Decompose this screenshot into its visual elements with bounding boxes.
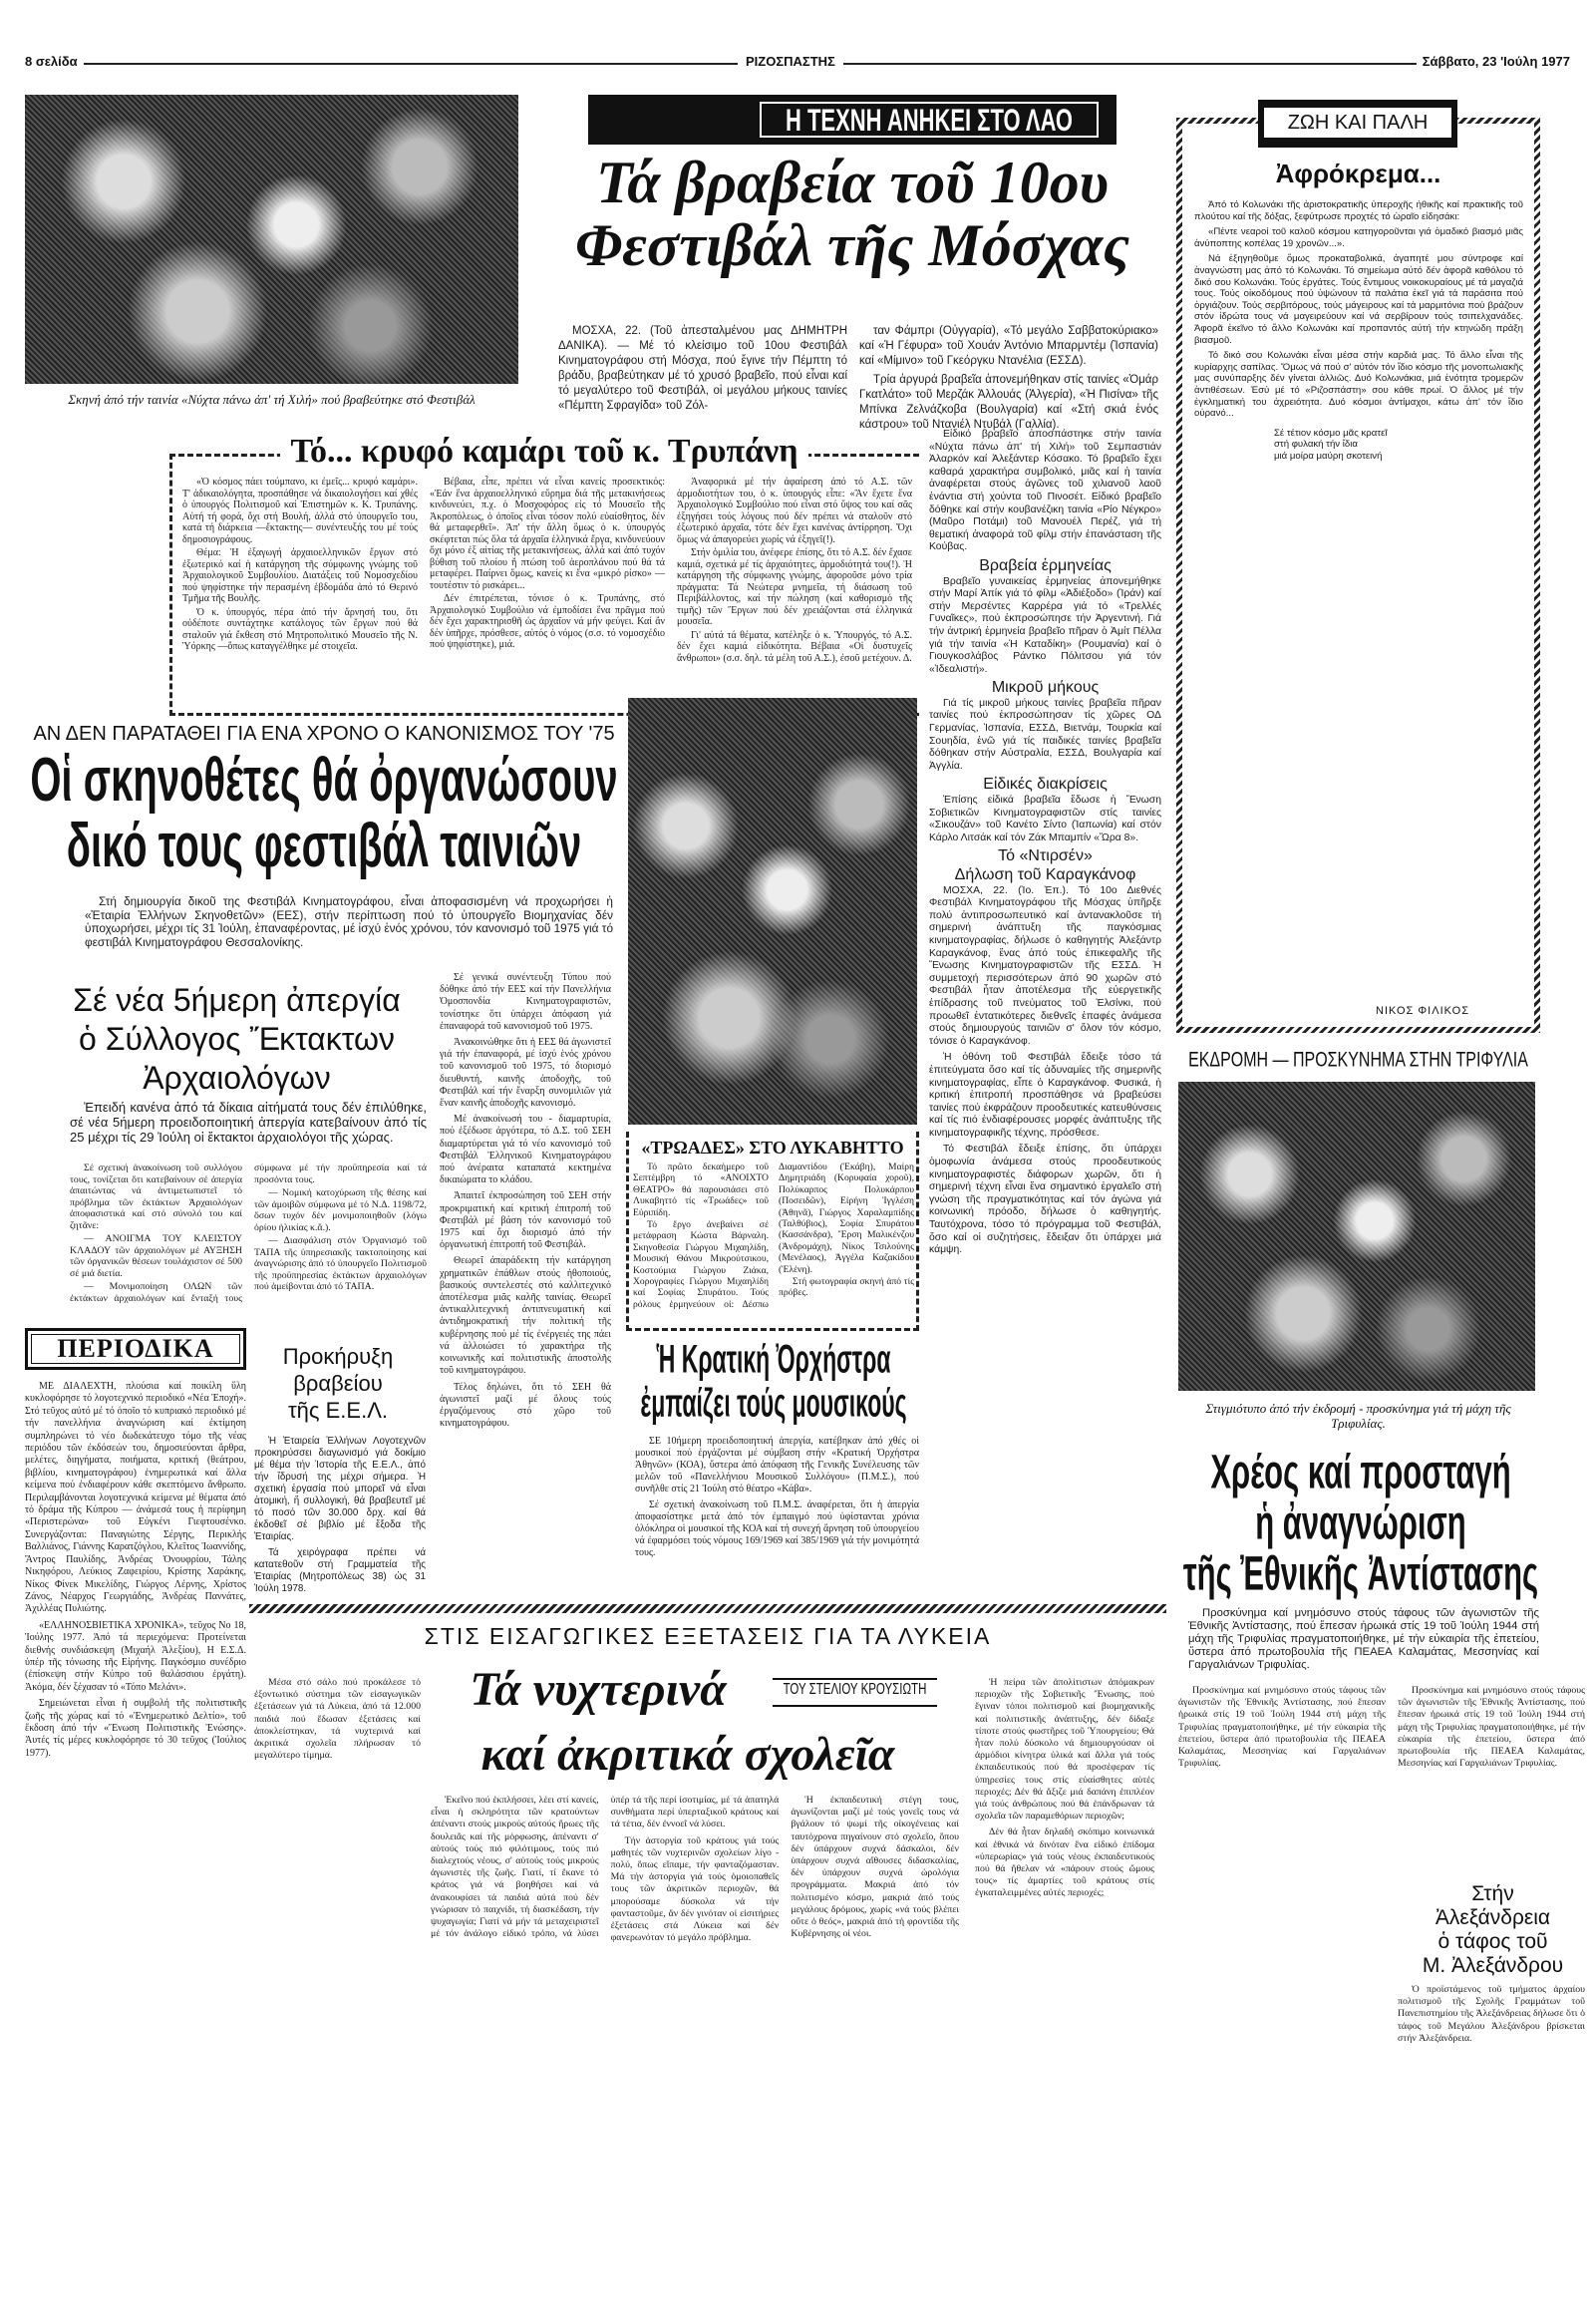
schools-body: Ἐκεῖνο πού ἐκπλήσσει, λέει στί κανείς, εἶναι ἡ σκληρότητα τῶν κρατούντων ἀπέναντι στούς μικρούς αὐτούς ἥρωες τῆς δουλειᾶς καί τῆς μόρφωσης, ἀπέναντι σ' αὐτούς τούς πιό φιλότιμους, τούς πιό διαλεχτούς νέους, σ' αὐτούς τούς μικρούς ἀγωνιστές τῆς ζωῆς. Γιατί, τί ἔκανε τό κράτος γιά νά βοηθήσει καί νά ἀνακουφίσει τά παιδιά αὐτά πού δέν γνώρισαν τό παιχνίδι, τή διασκέδαση, τήν ψυχαγωγία; Γιατί νά μήν τά μεταχειριστεῖ μέ τόν ἀνάλογο εἰδικό τρόπο, νά λύσει ὑπέρ τά τῆς περί ἰσοτιμίας, μέ τά ἀπατηλά συνθήματα περί ὑπερταξικοῦ κράτους καί τά τέτια, δέν ἐννοεῖ νά λύσει. Τήν ἀστοργία τοῦ κράτους γιά τούς μαθητές τῶν νυχτερινῶν σχολείων λίγο - πολύ, ὅπως εἴπαμε, τήν φανταζόμασταν. Μά τήν ἀστοργία γιά τούς ὁμοιοπαθεῖς τους τῶν ἀκριτικῶν περιοχῶν, θά μπορούσαμε δύσκολα νά τήν φανταστοῦμε, ἄν δέν γινόταν οἱ εἰσιτήριες ἐξετάσεις στά Λύκεια καί δέν φανερωνόταν τό μεγάλο πρόβλημα. Ἡ ἐκπαιδευτική στέγη τους, ἀγωνίζονται μαζί μέ τούς γονεῖς τους νά βγάλουν τό ψωμί τῆς οἰκογένειας καί ταυτόχρονα πηγαίνουν στό σχολεῖο, ὅπου δέν ὑπάρχουν συχνά δάσκαλοι, δέν ὑπάρχουν συχνά αἴθουσες διδασκαλίας, δέν ὑπάρχουν συχνά ὡρολόγια προγράμματα. Μακριά ἀπό τόν πολιτισμένο κόσμο, μακριά ἀπό τούς μεγάλους δρόμους, χωρίς «νά τούς βλέπει οὔτε ὁ θεός», μακριά ἀπό τή φροντίδα τῆς Κυβέρνησης οἱ νέοι. [431, 1795, 959, 1944]
headline: Προκήρυξη βραβείου τῆς Ε.Ε.Λ. [282, 1344, 394, 1423]
section-banner [588, 95, 1116, 145]
trifylia-body: Προσκύνημα καί μνημόσυνο στούς τάφους τῶν ἀγωνιστῶν τῆς Ἐθνικῆς Ἀντίστασης, πού ἔπεσαν ἡρωικά στίς 19 τοῦ Ἰούλη 1944 στή μάχη τῆς Τριφυλίας πραγματοποιήθηκε, μέ τήν εὐκαιρία τῆς ἐπετείου, ὕστερα ἀπό πρωτοβουλία τῆς ΠΕΑΕΑ Καλαμάτας, Μεσσηνίας καί Γαργαλιάνων Τριφυλίας. [1178, 1685, 1386, 1770]
section-divider [249, 1604, 1166, 1613]
strike-body: Σέ σχετική ἀνακοίνωση τοῦ συλλόγου τους, τονίζεται ὅτι κατεβαίνουν σέ ἀπεργία ἀπαιτώντας νά ἀντιμετωπιστεῖ τό πρόβλημα τῶν ἐκτάκτων Ἀρχαιολόγων ἀποφασιστικά καί στό σύνολό του καί ζητᾶνε: — ΑΝΟΙΓΜΑ ΤΟΥ ΚΛΕΙΣΤΟΥ ΚΛΑΔΟΥ τῶν ἀρχαιολόγων μέ ΑΥΞΗΣΗ τῶν ὀργανικῶν θέσεων τουλάχιστον σέ 500 σέ μιά διετία. — Μονιμοποίηση ΟΛΩΝ τῶν ἐκτάκτων ἀρχαιολόγων καί ἔνταξή τους σύμφωνα μέ τήν προϋπηρεσία καί τά προσόντα τους. — Νομική κατοχύρωση τῆς θέσης καί τῶν ἀμοιβῶν σύμφωνα μέ τό Ν.Δ. 1198/72, ὅσων τυχόν δέν μονιμοποιηθοῦν (λόγω ὁρίου ἡλικίας κ.ἄ.). — Διασφάλιση στόν Ὀργανισμό τοῦ ΤΑΠΑ τῆς ὑπηρεσιακῆς τακτοποίησης καί ἀναγνώρισης ἀπό τό ὑπουργεῖο Πολιτισμοῦ τῆς προϋπηρεσίας ἐκτάκτων ἀρχαιολόγων πού ἀμείβονται ἀπό τό ΤΑΠΑ. [70, 1162, 427, 1304]
crowd-photo [1178, 1082, 1535, 1391]
trypanis-body: «Ὁ κόσμος πάει τούμπανο, κι ἐμεῖς... κρυφό καμάρι». Τ' ἀδικαιολόγητα, προσπάθησε νά δικαιολογήσει καί χθές ὁ ὑπουργός Πολιτισμοῦ καί Ἐπιστημῶν κ. Κ. Τρυπάνης. Αὐτή τή φορά, ὄχι στή Βουλή, ἀλλά στό ὑπουργεῖο του, κατά τή διάρκεια —ἔκτακτης— συνέντευξής του μέ τούς δημοσιογράφους. Θέμα: Ἡ ἐξαγωγή ἀρχαιοελληνικῶν ἔργων στό ἐξωτερικό καί ἡ κατάργηση τῆς σύμφωνης γνώμης τοῦ Ἀρχαιολογικοῦ Συμβουλίου. Διατάξεις τοῦ Νομοσχεδίου πού ψηφίστηκε τήν περασμένη ἑβδομάδα ἀπό τό Θερινό Τμῆμα τῆς Βουλῆς. Ὁ κ. ὑπουργός, πέρα ἀπό τήν ἄρνησή του, ὅτι οὐδέποτε συντάχτηκε κατάλογος τῶν ἔργων πού θά σταλοῦν γιά ἔκθεση στό Μητροπολιτικό Μουσεῖο τῆς Ν. Ὑόρκης —ὅπως καταγγέλθηκε μέ στοιχεῖα. Βέβαια, εἶπε, πρέπει νά εἶναι κανείς προσεκτικός: «Ἐάν ἕνα ἀρχαιοελληνικό εὕρημα διά τῆς μετακινήσεως κινδυνεύει, π.χ. ὁ Μοσχοφόρος εἰς τό Μουσεῖο τῆς Ἀκροπόλεως, ὁ ὁποῖος εἶναι τόσον πολύ εὐαίσθητος, δέν θά μεταφερθεῖ». Ἀπ' τήν ἄλλη ὅμως ὁ κ. ὑπουργός σκέφτεται πώς ὅλα τά ἀρχαῖα ἑλληνικά ἔργα, κινδυνεύουν ὄχι μόνο ἐξ αἰτίας τῆς μετακινήσεως, ἀλλά καί ἀπό τυχόν βύθιση τοῦ πλοίου ἤ πτώση τοῦ ἀεροπλάνου πού θά τά μεταφέρει. Παίρνει ὅμως, κανείς κι ἕνα «μικρό ρίσκο» — τουτέστιν τό ρισκάρει... Δέν ἐπιτρέπεται, τόνισε ὁ κ. Τρυπάνης, στό Ἀρχαιολογικό Συμβούλιο νά ἐμποδίσει ἕνα πρᾶγμα πού δέν ἔχει χαρακτηρισθῆ ὡς ἀρχαῖον νά μήν φεύγει. Καί ἄν δέν ὑπῆρχε, πρόσθεσε, αὐτός ὁ νόμος (σ.σ. τό νομοσχέδιο πού ψηφίστηκε), μιά. Ἀναφορικά μέ τήν ἀφαίρεση ἀπό τό Α.Σ. τῶν ἁρμοδιοτήτων του, ὁ κ. ὑπουργός εἶπε: «Ἄν ἔχετε ἕνα Ἀρχαιολογικό Συμβούλιο πού εἶναι στό ὕψος του καί σᾶς ἐξηγήσει τούς λόγους πού δέν πρέπει νά σταλοῦν στό ἐξωτερικό ἀρχαῖα, τότε δέν ἔχει κανένας ἀντίρρηση. Ὄχι ὅμως νά ἀπαγορεύει χωρίς νά ἐξηγεῖ(!). Στήν ὁμιλία του, ἀνέφερε ἐπίσης, ὅτι τό Α.Σ. δέν ἔχασε καμιά, σχετικά μέ τίς ἀρχαιότητες, ἁρμοδιότητά του(!). Ἡ κατάργηση τῆς σύμφωνης γνώμης, ἀφοροῦσε μόνο τρία πράγματα: Τά Νεώτερα μνημεῖα, τή διάσωση τοῦ Περιβάλλοντος, καί τήν πώληση (καί καθορισμό τῆς τιμῆς) τῶν Ἔργων πού δέν χρειάζονται στά ἑλληνικά μουσεῖα. Γι' αὐτά τά θέματα, κατέληξε ὁ κ. Ὑπουργός, τό Α.Σ. δέν ἔχει καμιά εἰδικότητα. Βέβαια «Οἱ δυστυχεῖς ἄνθρωποι» (σ.σ. δηλ. τά μέλη τοῦ Α.Σ.), ἐσοῦ μετέχουν. Δ. [182, 477, 912, 664]
newspaper-name: ΡΙΖΟΣΠΑΣΤΗΣ [738, 54, 843, 69]
photo-caption: Στιγμιότυπο ἀπό τήν ἐκδρομή - προσκύνημα γιά τή μάχη τῆς Τριφυλίας. [1205, 1401, 1511, 1431]
signature: ΝΙΚΟΣ ΦΙΛΙΚΟΣ [1376, 1005, 1470, 1017]
issue-date: Σάββατο, 23 'Ιούλη 1977 [1417, 54, 1570, 69]
banner-label: Η ΤΕΧΝΗ ΑΝΗΚΕΙ ΣΤΟ ΛΑΟ [760, 102, 1099, 138]
headline: Τά βραβεία τοῦ 10ου Φεστιβάλ τῆς Μόσχας [574, 150, 1130, 278]
column-body: Ἀπό τό Κολωνάκι τῆς ἀριστοκρατικῆς ὑπεροχῆς ἠθικῆς καί πρακτικῆς τοῦ πλούτου καί τῆς δόξας, ξεφύτρωσε προχτές τό ὡραῖο εἰδησάκι: «Πέντε νεαροί τοῦ καλοῦ κόσμου κατηγοροῦνται γιά ὁμαδικό βιασμό μιᾶς ἀνύποπτης κοπέλας 19 χρονῶν...». Νά ἐξηγηθοῦμε ὅμως προκαταβολικά, ἀγαπητέ μου σύντροφε καί ἀναγνώστη μας ἀπό τό Κολωνάκι. Τό σημείωμα αὐτό δέν ἀφορᾶ καθόλου τό δικό σου Κολωνάκι. Τούς ἐργάτες. Τούς ἔντιμους νοικοκυραίους μέ τά μαγαζιά τους. Τούς οἰκοδόμους πού ὑψώνουν τά παλάτια ἐκεῖ γιά τά παράσιτα πού ὀργιάζουν. Τούς σερβιτόρους, τούς μάγειρους καί τά μαρμιτόνια πού βράζουν στόν ἱδρώτα τους νά μαγειρεύουν καί νά σερβίρουν τούς τσιπελχανάδες. Ἀφορᾶ ἐκεῖνο τό ἄλλο Κολωνάκι καί προπαντός αὐτή τήν κτηνώδη πράξη βιασμοῦ. Τό δικό σου Κολωνάκι εἶναι μέσα στήν καρδιά μας. Τό ἄλλο εἶναι τῆς κυρίαρχης σαπίλας. Ὅμως νά πού σ' αὐτόν τόν ἴδιο κόσμο τῆς μονοπωλιακῆς μας συνύπαρξης δέν γίνεται ἀλλιῶς. Δυό Κολωνάκια, μιά ἑνότητα τρομερῶν ἀντιθέσεων. Ἐσύ μέ τό «Ριζοσπάστη» σου κάθε πρωί. Ὁ ἄλλος μέ τήν ἐγκληματική του ἀχρειότητα. Δυό κόσμοι ἀντίμαχοι, κάτω ἀπ' τόν ἴδιο οὐρανό... Σέ τέτιον κόσμο μᾶς κρατεῖ στή φυλακή τήν ἴδια μιά μοίρα μαύρη σκοτεινή [1194, 199, 1523, 462]
photo-caption: Σκηνή ἀπό τήν ταινία «Νύχτα πάνω ἀπ' τή Χιλή» πού βραβεύτηκε στό Φεστιβάλ [68, 392, 476, 407]
poem: Σέ τέτιον κόσμο μᾶς κρατεῖ στή φυλακή τήν ἴδια μιά μοίρα μαύρη σκοτεινή [1274, 427, 1388, 462]
page-number: 8 σελίδα [25, 54, 84, 69]
article-body: ταν Φάμπρι (Οὐγγαρία), «Τό μεγάλο Σαββατοκύριακο» καί «Ἡ Γέφυρα» τοῦ Χουάν Ἀντόνιο Μπαρμντέμ (Ἰσπανία) καί «Μίμινο» τοῦ Γκεόργκυ Ντανέλια (ΕΣΣΔ). Τρία ἀργυρά βραβεῖα ἀπονεμήθηκαν στίς ταινίες «Ὀμάρ Γκατλάτο» τοῦ Μερζάκ Ἀλλουάς (Ἀλγερία), «Ἡ Πισίνα» τῆς Μπίνκα Ζελνάζκοβα (Βουλγαρία) καί «Στή σκιά ἑνός κάστρου» τοῦ Ντανιέλ Ντυβάλ (Γαλλία). [859, 325, 1158, 431]
troades-body: Τό πρῶτο δεκαήμερο τοῦ Σεπτέμβρη τό «ΑΝΟΙΧΤΟ ΘΕΑΤΡΟ» θά παρουσιάσει στό Λυκαβηττό τίς «Τρωάδες» τοῦ Εὐριπίδη. Τό ἔργο ἀνεβαίνει σέ μετάφραση Κώστα Βάρναλη. Σκηνοθεσία Γιώργου Μιχαηλίδη, Μουσική Θάνου Μικρούτσικου, Κοστούμια Γιώργου Ζιάκα, Χορογραφίες Γιώργου Μιχαηλίδη καί Σοφίας Σπυράτου. Τούς ρόλους ἑρμηνεύουν οἱ: Δέσπω Διαμαντίδου (Ἑκάβη), Μαίρη Δημητριάδη (Κορυφαία χοροῦ), Πολύκαρπος Πολυκάρπου (Ποσειδῶν), Εἰρήνη Ἰγγλέση (Ἀθηνᾶ), Γιώργος Χαραλαμπίδης (Ταλθύβιος), Σοφία Σπυράτου (Κασσάνδρα), Ἔρση Μαλικένζου (Ἀνδρομάχη), Νίκος Τσιλούνης (Μενέλαος), Ἀγγέλα Καζακίδου (Ἑλένη). Στή φωτογραφία σκηνή ἀπό τίς πρόβες. [633, 1162, 914, 1310]
headline: Τά νυχτερινά [470, 1663, 727, 1716]
headline: καί ἀκριτικά σχολεῖα [480, 1728, 895, 1781]
headline: Χρέος καί προσταγή ἡ ἀναγνώριση τῆς Ἐθνικῆς Ἀντίστασης [1182, 1444, 1539, 1601]
orchestra-body: ΣΕ 10ήμερη προειδοποιητική ἀπεργία, κατέβηκαν ἀπό χθές οἱ μουσικοί πού ἐργάζονται μέ σύμβαση στήν «Κρατική Ὀρχήστρα Ἀθηνῶν» (ΚΟΑ), ὕστερα ἀπό ἀπόφαση τῆς Γενικῆς Συνέλευσης τῶν μελῶν τοῦ «Πανελλήνιου Μουσικοῦ Συλλόγου» (Π.Μ.Σ.), πού συνῆλθε στίς 21 Ἰούλη στό θέατρο «Κάβα». Σέ σχετική ἀνακοίνωση τοῦ Π.Μ.Σ. ἀναφέρεται, ὅτι ἡ ἀπεργία ἀποφασίστηκε μετά ἀπό τόν ἐμπαιγμό πού ὑφίστανται χρόνια ὁλόκληρα οἱ μουσικοί τῆς ΚΟΑ καί τή συνεχή ἄρνηση τοῦ ὑπουργείου νά ἐφαρμόσει τούς νόμους 169/1969 καί 385/1969 γιά τήν μονιμότητά τους. [635, 1436, 919, 1558]
headline: Σέ νέα 5ήμερη ἀπεργία ὁ Σύλλογος Ἔκτακτων Ἀρχαιολόγων [73, 982, 401, 1096]
article-body: Εἰδικό βραβεῖο ἀποσπάστηκε στήν ταινία «Νύχτα πάνω ἀπ' τή Χιλή» τοῦ Σεμπαστιάν Ἀλαρκόν καί Ἀλεξάντερ Κόσακο. Τό βραβεῖο ἔχει καθαρά χαρακτήρα συμβολικό, μιᾶς καί ἡ ταινία ἀναφέρεται στούς ἀγῶνες τοῦ χιλιανοῦ λαοῦ ἐνάντια στή χούντα τοῦ Πινοσέτ. Εἰδικό βραβεῖο δόθηκε καί στήν κουβανέζικη ταινία «Ρίο Νέγκρο» (Μαῦρο Ποτάμι) τοῦ Μανουέλ Περέζ, γιά τή θεματική ἀναφορά τοῦ φίλμ στήν ἐπανάσταση τῆς Κούβας. Βραβεία ἑρμηνείας Βραβεῖο γυναικείας ἑρμηνείας ἀπονεμήθηκε στήν Μαρί Ἀπίκ γιά τό φίλμ «Ἀδιέξοδο» (Ἰράν) καί στήν Μερσέντες Καρρέρα γιά τό «Τρελλές Γυναῖκες», πού ἐκπροσώπησε τήν Ἀργεντινή. Γιά τήν ἀντρική ἑρμηνεία βραβεῖο πῆραν ὁ Ἀμίτ Πέλλα γιά τήν ταινία «Ἡ Καταδίκη» (Ρουμανία) καί ὁ Γιουγκοσλάβος Ράντκο Πόλιτσου γιά τόν «Ἰδεαλιστή». Μικροῦ μήκους Γιά τίς μικροῦ μήκους ταινίες βραβεῖα πῆραν ταινίες πού ἐκπροσώπησαν τίς χῶρες ΟΔ Γερμανίας, Ἰσπανία, ΕΣΣΔ, Βιετνάμ, Τουρκία καί Σουηδία, ἐνῶ γιά τίς παιδικές ταινίες βραβεῖα δόθηκαν στήν Αὐστραλία, ΕΣΣΔ, Βουλγαρία καί Ἀγγλία. Εἰδικές διακρίσεις Ἐπίσης εἰδικά βραβεῖα ἔδωσε ἡ Ἕνωση Σοβιετικῶν Κινηματογραφιστῶν στίς ταινίες «Σικουζάν» τοῦ Κανέτο Σίντο (Ἰαπωνία) καί στόν Κάρλο Λιτσάκ καί τόν Ζάκ Μπαμπίν «Ὥρα 8». Τό «Ντιρσέν» Δήλωση τοῦ Καραγκάνοφ ΜΟΣΧΑ, 22. (Ἰο. Ἐπ.). Τό 10ο Διεθνές Φεστιβάλ Κινηματογράφου τῆς Μόσχας ὑπῆρξε πολύ ἀντιπροσωπευτικό καί ἀντανακλοῦσε τή σημερινή ἀνάπτυξη τῆς παγκόσμιας κινηματογραφίας, δήλωσε ὁ καθηγητής Ἀλεξάντρ Καραγκάνοφ, ἕνας ἀπό τούς ἐπικεφαλῆς τῆς Ἕνωσης Κινηματογραφιστῶν τῆς ΕΣΣΔ. Ἡ συμμετοχή περισσότερων ἀπό 90 χωρῶν στό Φεστιβάλ ἦταν ἀποτέλεσμα τῆς εὐεργετικῆς ἐπίδρασης τοῦ πνεύματος τοῦ Ἑλσίνκι, πού προωθεῖ ἐντατικότερες διεθνεῖς ἐπαφές ἀνάμεσα στούς δημιουργούς ταινιῶν σ' ὅλον τόν κόσμο, τόνισε ὁ Καραγκάνοφ. Ἡ ὀθόνη τοῦ Φεστιβάλ ἔδειξε τόσο τά ἐπιτεύγματα ὅσο καί τίς ἀδυναμίες τῆς σημερινῆς κινηματογραφίας, εἶπε ὁ Καραγκάνοφ. Φυσικά, ἡ κριτική ἐπιτροπή προσπάθησε νά βραβεύσει ταινίες πού ἐκφράζουν προοδευτικές κατευθύνσεις καί τίς πιό ἐνδιαφέρουσες μορφές ἀνάπτυξης τῆς κινηματογραφικῆς τέχνης, πρόσθεσε. Τό Φεστιβάλ ἔδειξε ἐπίσης, ὅτι ὑπάρχει ὁμοφωνία ἀνάμεσα στούς προοδευτικούς κινηματογραφιστές διάφορων χωρῶν, ὅτι ἡ σημερινή τέχνη εἶναι ἕνα σημαντικό ἐργαλεῖο στή γνώση τῆς πραγματικότητας καί τόν ἀγώνα γιά κοινωνική πρόοδο, δήλωσε ὁ καθηγητής. Ταυτόχρονα, τόσο τό πρόγραμμα τοῦ Φεστιβάλ, ὅσο καί οἱ συζητήσεις, ἔδειξαν ὅτι ὑπάρχει μιά κάμψη. [929, 429, 1161, 1256]
troades-title: «ΤΡΩΑΔΕΣ» ΣΤΟ ΛΥΚΑΒΗΤΤΟ [641, 1138, 904, 1158]
directors-body: Σέ γενικά συνέντευξη Τύπου πού δόθηκε ἀπό τήν ΕΕΣ καί τήν Πανελλήνια Ὁμοσπονδία Κινηματογραφιστῶν, τονίστηκε ὅτι ὑπάρχει ἀπόφαση γιά ἐπαναφορά τοῦ κανονισμοῦ τοῦ 1975. Ἀνακοινώθηκε ὅτι ἡ ΕΕΣ θά ἀγωνιστεῖ γιά τήν ἐπαναφορά, μέ ἰσχύ ἑνός χρόνου τοῦ κανονισμοῦ τοῦ 1975, τό διορισμό διευθυντή, καινῆς ἀποδοχῆς, τοῦ Φεστιβάλ καί τήν ἔναρξη συνομιλιῶν γιά ἕναν καινῆς ἀποδοχῆς κανονισμό. Μέ ἀνακοίνωσή του - διαμαρτυρία, πού ἐξέδωσε ἀργότερα, τό Δ.Σ. τοῦ ΣΕΗ διαμαρτύρεται γιά τό νέο κανονισμό τοῦ Φεστιβάλ Ἑλληνικοῦ Κινηματογράφου πού ἀνέραιτα καταπατά κεκτημένα δικαιώματα το κλάδου. Ἀπαιτεῖ ἐκπροσώπηση τοῦ ΣΕΗ στήν προκριματική καί κριτική ἐπιτροπή τοῦ Φεστιβάλ μέ βάση τόν κανονισμό τοῦ 1975 καί ὄχι διορισμό ἀπό τήν ὀργανωτική ἐπιτροπή τοῦ Φεστιβάλ. Θεωρεῖ ἀπαράδεκτη τήν κατάργηση χρηματικῶν ἐπάθλων στούς ἠθοποιούς, βασικούς συντελεστές στό καλλιτεχνικό ἀποτέλεσμα μιᾶς καλῆς ταινίας. Θεωρεῖ ἀντικαλλιτεχνική ἀντιπνευματική καί ἀντιδημοκρατική τήν πολιτική τῆς κυβέρνησης πού μέ τίς ἐνέργειές της πάει νά ἀλλοιώσει τό χαρακτήρα τῆς κοινωνικῆς καί πολιτιστικῆς ἀποστολῆς τοῦ κινηματογράφου. Τέλος δηλώνει, ὅτι τό ΣΕΗ θά ἀγωνιστεῖ μαζί μέ ὅλους τούς ἐργαζόμενους στό χῶρο τοῦ κινηματογράφου. [440, 972, 611, 1430]
page-header [25, 54, 1570, 74]
trypanis-title: Τό... κρυφό καμάρι τοῦ κ. Τρυπάνη [169, 433, 919, 473]
alexandria-body: Ὁ προϊστάμενος τοῦ τμήματος ἀρχαίου πολιτισμοῦ τῆς Σχολῆς Γραμμάτων τοῦ Πανεπιστημίου τῆς Ἀλεξάνδρειας δήλωσε ὅτι ὁ τάφος τοῦ Μεγάλου Ἀλεξάνδρου βρίσκεται στήν Ἀλεξάνδρεια. [1398, 1984, 1585, 2044]
prize-body: Ἡ Ἑταιρεία Ἑλλήνων Λογοτεχνῶν προκηρύσσει διαγωνισμό γιά δοκίμιο μέ θέμα τήν Ἱστορία τῆς Ε.Ε.Λ., ἀπό τήν ἵδρυσή της μέχρι σήμερα. Ἡ σχετική ἐργασία πού μπορεῖ νά εἶναι ἀτομική, ἤ συλλογική, θά βραβευτεῖ μέ τό ποσό τῶν 30.000 δρχ. καί θά ἐκδοθεῖ σέ βιβλίο μέ ἔξοδα τῆς Ἑταιρίας. Τά χειρόγραφα πρέπει νά κατατεθοῦν στή Γραμματεία τῆς Ἑταιρίας (Μητροπόλεως 38) ὡς 31 Ἰούλη 1978. [254, 1436, 426, 1594]
lead-paragraph: Ἐπειδή κανένα ἀπό τά δίκαια αἰτήματά τους δέν ἐπιλύθηκε, σέ νέα 5ήμερη προειδοποιητική ἀπεργία κατεβαίνουν ἀπό τίς 25 μέχρι τίς 29 Ἰούλη οἱ ἔκτακτοι ἀρχαιολόγοι τῆς χώρας. [70, 1100, 427, 1145]
column-label: ΖΩΗ ΚΑΙ ΠΑΛΗ [1258, 100, 1457, 148]
kicker: ΑΝ ΔΕΝ ΠΑΡΑΤΑΘΕΙ ΓΙΑ ΕΝΑ ΧΡΟΝΟ Ο ΚΑΝΟΝΙΣΜΟΣ ΤΟΥ '75 [33, 723, 615, 745]
headline: Οἱ σκηνοθέτες θά ὀργανώσουν δικό τους φεστιβάλ ταινιῶν [30, 746, 618, 881]
headline: Στήν Ἀλεξάνδρεια ὁ τάφος τοῦ Μ. Ἀλεξάνδρου [1422, 1882, 1564, 1977]
subheading: Μικροῦ μήκους [991, 679, 1100, 697]
subheading: Εἰδικές διακρίσεις [983, 776, 1108, 794]
young-people-photo [628, 698, 917, 1125]
subheading: Δήλωση τοῦ Καραγκάνοφ [954, 866, 1136, 883]
periodika-label: ΠΕΡΙΟΔΙΚΑ [25, 1328, 246, 1370]
byline: ΤΟΥ ΣΤΕΛΙΟΥ ΚΡΟΥΣΙΩΤΗ [773, 1678, 937, 1707]
article-body: ΜΟΣΧΑ, 22. (Τοῦ ἀπεσταλμένου μας ΔΗΜΗΤΡΗ ΔΑΝΙΚΑ). — Μέ τό κλείσιμο τοῦ 10ου Φεστιβάλ Κινηματογράφου στή Μόσχα, πού ἔγινε τήν Πέμπτη τό βράδυ, βραβεύτηκαν μέ τό χρυσό βραβεῖο, πού εἶναι καί τό μεγαλύτερο τοῦ Φεστιβάλ, οἱ μεγάλου μήκους ταινίες «Πέμπτη Σφραγίδα» τοῦ Ζόλ- [558, 325, 847, 412]
subheading: Τό «Ντιρσέν» [998, 847, 1093, 865]
lead-paragraph: Προσκύνημα καί μνημόσυνο στούς τάφους τῶν ἀγωνιστῶν τῆς Ἐθνικῆς Ἀντίστασης, πού ἔπεσαν ἡρωικά στίς 19 τοῦ Ἰούλη 1944 στή μάχη τῆς Τριφυλίας πραγματοποιήθηκε, μέ τήν εὐκαιρία τῆς ἐπετείου, ὕστερα ἀπό πρωτοβουλία τῆς ΠΕΑΕΑ Καλαμάτας, Μεσσηνίας καί Γαργαλιάνων Τριφυλίας. [1188, 1607, 1539, 1671]
film-scene-photo [25, 95, 518, 384]
lead-paragraph: Στή δημιουργία δικοῦ της Φεστιβάλ Κινηματογράφου, εἶναι ἀποφασισμένη νά προχωρήσει ἡ «Ἑταιρία Ἑλλήνων Σκηνοθετῶν» (ΕΕΣ), στήν περίπτωση πού τό ὑπουργεῖο Βιομηχανίας δέν ὑποχωρήσει, μέχρι τίς 31 Ἰούλη, ἐπαναφέροντας, μέ ἰσχύ ἑνός χρόνου, τόν κανονισμό τοῦ 1975 γιά τό φεστιβάλ Κινηματογράφου Θεσσαλονίκης. [85, 894, 613, 949]
periodika-body: ΜΕ ΔΙΑΛΕΧΤΗ, πλούσια καί ποικίλη ὕλη κυκλοφόρησε τό λογοτεχνικό περιοδικό «Νέα Ἐποχή». Στό τεῦχος αὐτό μέ τό ὁποῖο τό κυπριακό περιοδικό μέ τήν πανελλήνια ἀναγνώριση καί ἐκτίμηση συμπληρώνει τό νέο δωδεκάτευχο τόμο τῆς νέας περιόδου τῶν ἐκδόσεών του, δημοσιεύονται ἄρθρα, μελέτες, διηγήματα, ποιήματα, κριτική (θεάτρου, βιβλίου, κινηματογράφου) ἐνημερωτικά καί ἄλλα κείμενα πού ἐνδιαφέρουν κάθε σκεπτόμενο ἄνθρωπο. Περιλαμβάνονται λογοτεχνικά κείμενα μέ θέματα ἀπό τό δράμα τῆς Κύπρου — ἀνάμεσά τους ἡ περίφημη «Περιστερώνα» τοῦ Εὐγκένι Γιεφτουσένκο. Συνεργάζονται: Παναγιώτης Σέργης, Περικλής Βαλλιάνος, Γιάννης Καρατζόγλου, Κλεῖτος Ἰωαννίδης, Ἄντρος Παυλίδης, Ἀνδρέας Ὀνουφρίου, Τάλης Νικηφόρου, Λεύκιος Ζαφειρίου, Κρίστης Χαράκης, Νίκος Φίνεκ Μικελίδης, Γιώργος Λέρνης, Χρίστος Ζάνος, Νέαρχος Γεωργιάδης, Ἀνδρέας Παννάτες, Ἀχιλλέας Πυλιώτης. «ΕΛΛΗΝΟΣΒΙΕΤΙΚΑ ΧΡΟΝΙΚΑ», τεῦχος Νο 18, Ἰούλης 1977. Ἀπό τά περιεχόμενα: Προτείνεται διεθνής συνδιάσκεψη (Μιχαήλ Ἀλεξίου), Η Ε.Σ.Δ. ὑπέρ τῆς τόνωσης τῆς Εἰρήνης. Παγκόσμιο συνέδριο (ἐπίσκεψη στήν Κύπρο τοῦ θαλάσσιου ἐργάτη). Ἀκόμα, δέν ξέχασαν τό «Τόπο Μελάνι». Σημειώνεται εἶναι ἡ συμβολή τῆς πολιτιστικῆς ζωῆς τῆς χώρας καί τό «Ἐνημερωτικό Δελτίο», τοῦ ἔκδοση ἀπό τήν «Ἕνωση Πολιτιστικῆς Ἐνώσης». Ἀυτές τίς μέρες κυκλοφόρησε τό 30 τεῦχος (Ἰούλιος 1977). [25, 1381, 246, 1759]
section-banner: ΣΤΙΣ ΕΙΣΑΓΩΓΙΚΕΣ ΕΞΕΤΑΣΕΙΣ ΓΙΑ ΤΑ ΛΥΚΕΙΑ [424, 1623, 992, 1649]
subheading: Βραβεία ἑρμηνείας [979, 556, 1112, 574]
column-title: Ἀφρόκρεμα... [1275, 159, 1441, 188]
schools-body: Ἡ πείρα τῶν ἀπολίτιστων ἀπόμακρων περιοχῶν τῆς Σοβιετικῆς Ἕνωσης, πού ἔγιναν τόποι πολιτισμοῦ καί βιομηχανικῆς καί πολιτιστικῆς ἀνάπτυξης, δέν δίδαξε τίποτε στούς φωστῆρες τοῦ Ὑπουργείου; Θά ἦταν πολύ δύσκολο νά δημιουργούσαν οἱ ἁρμόδιοι κίνητρα ὑλικά καί ἄλλα γιά τούς ἐκπαιδευτικούς πού θά προσέφεραν τίς ὑπηρεσίες τους στίς εὐαίσθητες αὐτές περιοχές; Δέν θά ἄξιζε μιά δαπάνη ἐπιπλέον γιά τούς ἀνθρώπους πού θά ἐπάνδρωναν τά σχολεῖα τῶν παραμεθόριων περιοχῶν; Δέν θά ἦταν δηλαδή σκόπιμο κοινωνικά καί ἐθνικά νά δινόταν ἕνα εἰδικό ἐπίδομα «ὑπερωρίας» γιά τούς νέους ἐκπαιδευτικούς πού θά ἤθελαν νά «πάρουν στούς ὤμους τους» τίς ἁμαρτίες τοῦ κράτους στίς ἐγκαταλειμμένες αὐτές περιοχές; [975, 1677, 1154, 1899]
headline: Ἡ Κρατική Ὀρχήστρα ἐμπαίζει τούς μουσικούς [640, 1335, 907, 1425]
schools-body: Μέσα στό σάλο πού προκάλεσε τό ἐξοντωτικό σύστημα τῶν εἰσαγωγικῶν ἐξετάσεων γιά τά Λύκεια, ἀπό τά 12.000 παιδιά πού ἔδωσαν ἐξετάσεις καί ἀποκλείστηκαν, τά νυχτερινά καί ἀκριτικά σχολεῖα πλήρωσαν τό μεγαλύτερο τίμημα. [254, 1677, 421, 1762]
trifylia-body: Προσκύνημα καί μνημόσυνο στούς τάφους τῶν ἀγωνιστῶν τῆς Ἐθνικῆς Ἀντίστασης, πού ἔπεσαν ἡρωικά στίς 19 τοῦ Ἰούλη 1944 στή μάχη τῆς Τριφυλίας πραγματοποιήθηκε, μέ τήν εὐκαιρία τῆς ἐπετείου, ὕστερα ἀπό πρωτοβουλία τῆς ΠΕΑΕΑ Καλαμάτας, Μεσσηνίας καί Γαργαλιάνων Τριφυλίας. [1398, 1685, 1585, 1770]
kicker: ΕΚΔΡΟΜΗ — ΠΡΟΣΚΥΝΗΜΑ ΣΤΗΝ ΤΡΙΦΥΛΙΑ [1188, 1049, 1528, 1072]
